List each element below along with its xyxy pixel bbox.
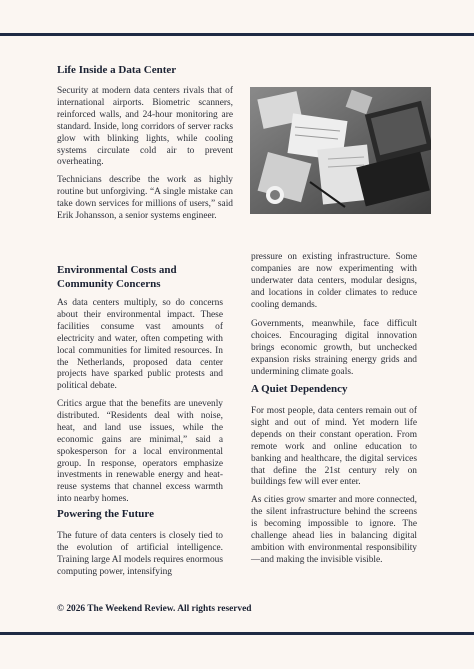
environment-paragraph-2: Critics argue that the benefits are unevenly distributed. “Residents deal with noise, heat, and land use issues, while the economic gains are minimal,” said a spokesperson for a local environmental group. In response, operators emphasize investments in renewable energy and heat-reuse systems that channel excess warmth into nearby homes.	[57, 399, 223, 505]
quiet-paragraph-2: As cities grow smarter and more connected, the silent infrastructure behind the screens is becoming impossible to ignore. The challenge ahead lies in balancing digital ambition with environmental responsibility—and making the invisible visible.	[251, 495, 417, 565]
desk-workspace-photo	[250, 87, 431, 214]
footer-copyright: © 2026 The Weekend Review. All rights reserved	[57, 604, 252, 614]
life-paragraph-2: Technicians describe the work as highly routine but unforgiving. “A single mistake can take down services for millions of users,” said Erik Johansson, a senior systems engineer.	[57, 175, 233, 221]
quiet-heading: A Quiet Dependency	[251, 383, 348, 395]
environment-heading-line-1: Environmental Costs and	[57, 264, 177, 276]
environment-heading-line-2: Community Concerns	[57, 277, 161, 290]
quiet-paragraph-1: For most people, data centers remain out of sight and out of mind. Yet modern life depends on their constant operation. From remote work and online education to banking and healthcare, the digital services that define the 21st century rely on buildings few will ever enter.	[251, 406, 417, 488]
future-heading: Powering the Future	[57, 508, 154, 520]
desk-photo-icon	[250, 87, 431, 214]
bottom-rule	[0, 632, 474, 635]
future-paragraph-1: The future of data centers is closely tied to the evolution of artificial intelligence. Training large AI models requires enormous computing power, intensifying	[57, 531, 223, 577]
life-paragraph-1: Security at modern data centers rivals that of international airports. Biometric scanners, reinforced walls, and 24-hour monitoring are standard. Inside, long corridors of server racks glow with blinking lights, while cooling systems circulate cold air to prevent overheating.	[57, 86, 233, 168]
top-rule	[0, 33, 474, 36]
environment-paragraph-1: As data centers multiply, so do concerns about their environmental impact. These facilities consume vast amounts of electricity and water, often competing with local communities for limited resources. In the Netherlands, proposed data center projects have sparked public protests and political debate.	[57, 298, 223, 392]
life-heading: Life Inside a Data Center	[57, 64, 177, 76]
governments-paragraph: Governments, meanwhile, face difficult choices. Encouraging digital innovation brings economic growth, but unchecked expansion risks straining energy grids and undermining climate goals.	[251, 319, 417, 377]
infrastructure-paragraph: pressure on existing infrastructure. Some companies are now experimenting with underwater data centers, modular designs, and locations in colder climates to reduce cooling demands.	[251, 252, 417, 310]
environment-heading	[57, 264, 237, 291]
